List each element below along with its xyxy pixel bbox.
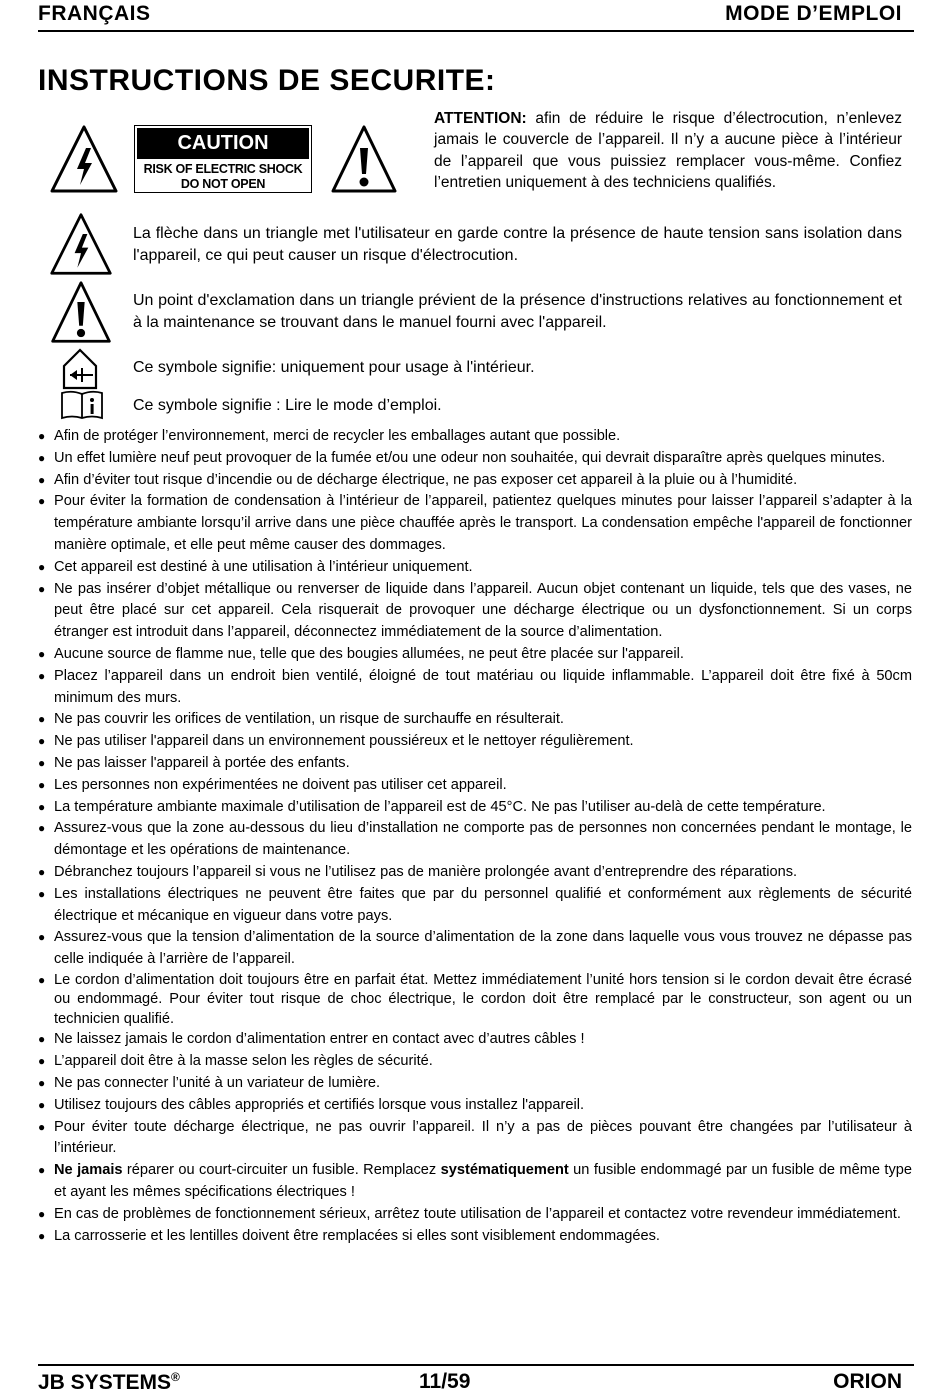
attention-notice (434, 108, 902, 193)
list-item: ● Débranchez toujours l’appareil si vous ne l’utilisez pas de manière prolongée avant d’entreprendre des réparations. (38, 863, 798, 880)
lightning-triangle-icon (49, 124, 119, 194)
attention-label: ATTENTION: (434, 110, 527, 127)
caution-title: CAUTION (137, 128, 309, 159)
list-item: ● En cas de problèmes de fonctionnement sérieux, arrêtez toute utilisation de l’appareil et contactez votre revendeur immédiatement. (38, 1205, 901, 1222)
header-doc-type: MODE D’EMPLOI (725, 2, 902, 25)
symbol-manual-text: Ce symbole signifie : Lire le mode d’emploi. (133, 397, 442, 414)
list-item: ● Ne pas laisser l'appareil à portée des enfants. (38, 754, 350, 771)
list-item: ● La carrosserie et les lentilles doivent être remplacées si elles sont visiblement endommagées. (38, 1227, 660, 1244)
list-item: ● Le cordon d’alimentation doit toujours être en parfait état. Mettez immédiatement l’unité hors tension si le cordon devait être écrasé ou endommagé. Pour éviter tout risque de choc électrique, le cordon doit être remplacé par le constructeur, son agent ou un technicien qualifié. (38, 971, 912, 1027)
caution-line-2: DO NOT OPEN (180, 177, 266, 191)
list-item: ● Pour éviter la formation de condensation à l’intérieur de l’appareil, patientez quelques minutes pour laisser l’appareil s’adapter à la température ambiante lorsqu’il arrive dans une pièce chauffée après le transport. La condensation empêche l'appareil de fonctionner manière optimale, et elle peut même causer des dommages. (38, 493, 912, 553)
list-item: ● Utilisez toujours des câbles appropriés et certifiés lorsque vous installez l'appareil. (38, 1096, 585, 1113)
list-item: ● Les personnes non expérimentées ne doivent pas utiliser cet appareil. (38, 776, 507, 793)
list-item: ● Ne jamais réparer ou court-circuiter un fusible. Remplacez systématiquement un fusible endommagé par un fusible de même type et ayant les mêmes spécifications électriques ! (38, 1162, 912, 1200)
symbol-indoor-text: Ce symbole signifie: uniquement pour usage à l'intérieur. (133, 359, 535, 376)
symbol-exclamation-text: Un point d'exclamation dans un triangle prévient de la présence d'instructions relatives au fonctionnement et à la maintenance se trouvant dans le manuel fourni avec l'appareil. (133, 292, 902, 331)
lightning-triangle-icon (49, 212, 113, 276)
list-item: ● Ne laissez jamais le cordon d’alimentation entrer en contact avec d’autres câbles ! (38, 1031, 585, 1048)
list-item: ● Ne pas connecter l’unité à un variateur de lumière. (38, 1075, 381, 1092)
header-language: FRANÇAIS (38, 2, 151, 25)
list-item: ● Aucune source de flamme nue, telle que des bougies allumées, ne peut être placée sur l'appareil. (38, 645, 684, 662)
list-item: ● Afin d’éviter tout risque d’incendie ou de décharge électrique, ne pas exposer cet appareil à la pluie ou à l’humidité. (38, 471, 798, 488)
footer-model: ORION (833, 1370, 902, 1393)
list-item: ● L’appareil doit être à la masse selon les règles de sécurité. (38, 1053, 433, 1070)
attention-text: afin de réduire le risque d’électrocution, n’enlevez jamais le couvercle de l’appareil. Il n’y a aucune pièce à l’intérieur de l’appareil que vous puissiez remplacer vous-même. Confiez l’entretien uniquement à des techniciens qualifiés. (434, 110, 902, 191)
page-header (38, 2, 914, 32)
list-item: ● Ne pas insérer d’objet métallique ou renverser de liquide dans l’appareil. Aucun objet contenant un liquide, tels que des vases, ne peut être placé sur cet appareil. Cela risquerait de provoquer une décharge électrique ou un dysfonctionnement. Si un corps étranger est introduit dans l’appareil, déconnectez immédiatement de la source d’alimentation. (38, 580, 912, 641)
list-item: ● Placez l’appareil dans un endroit bien ventilé, éloigné de tout matériau ou liquide inflammable. L’appareil doit être fixé à 50cm minimum des murs. (38, 667, 912, 706)
page-footer (38, 1364, 914, 1396)
list-item: ● Cet appareil est destiné à une utilisation à l’intérieur uniquement. (38, 558, 473, 575)
list-item: ● Un effet lumière neuf peut provoquer de la fumée et/ou une odeur non souhaitée, qui devrait disparaître après quelques minutes. (38, 449, 886, 466)
list-item: ● La température ambiante maximale d’utilisation de l’appareil est de 45°C. Ne pas l’utiliser au-delà de cette température. (38, 798, 826, 815)
footer-brand: JB SYSTEMS® (38, 1370, 180, 1394)
exclamation-triangle-icon (330, 124, 398, 194)
list-item: ● Assurez-vous que la tension d’alimentation de la source d’alimentation de la zone dans laquelle vous vous trouvez ne dépasse pas celle indiquée à l’arrière de l’appareil. (38, 929, 912, 968)
exclamation-triangle-icon (49, 280, 113, 344)
indoor-use-icon (60, 346, 100, 390)
caution-label (134, 125, 312, 193)
read-manual-icon (60, 390, 104, 420)
list-item: ● Pour éviter toute décharge électrique, ne pas ouvrir l’appareil. Il n’y a pas de pièces pouvant être changées par l’utilisateur à l’intérieur. (38, 1118, 912, 1157)
list-item: ● Assurez-vous que la zone au-dessous du lieu d’installation ne comporte pas de personnes non concernées pendant le montage, le démontage et les opérations de maintenance. (38, 820, 912, 859)
symbol-lightning-text: La flèche dans un triangle met l'utilisateur en garde contre la présence de haute tension sans isolation dans l'appareil, ce qui peut causer un risque d'électrocution. (133, 225, 902, 264)
list-item: ● Ne pas couvrir les orifices de ventilation, un risque de surchauffe en résulterait. (38, 711, 564, 728)
list-item: ● Ne pas utiliser l'appareil dans un environnement poussiéreux et le nettoyer régulièrement. (38, 733, 634, 750)
list-item: ● Les installations électriques ne peuvent être faites que par du personnel qualifié et conformément aux règlements de sécurité électrique et mécanique en vigueur dans votre pays. (38, 885, 912, 924)
list-item: ● Afin de protéger l’environnement, merci de recycler les emballages autant que possible. (38, 428, 621, 444)
caution-line-1: RISK OF ELECTRIC SHOCK (143, 162, 303, 176)
page-title: INSTRUCTIONS DE SECURITE: (38, 64, 496, 97)
page-number: 11/59 (419, 1370, 471, 1393)
safety-bullet-list (38, 426, 912, 1247)
